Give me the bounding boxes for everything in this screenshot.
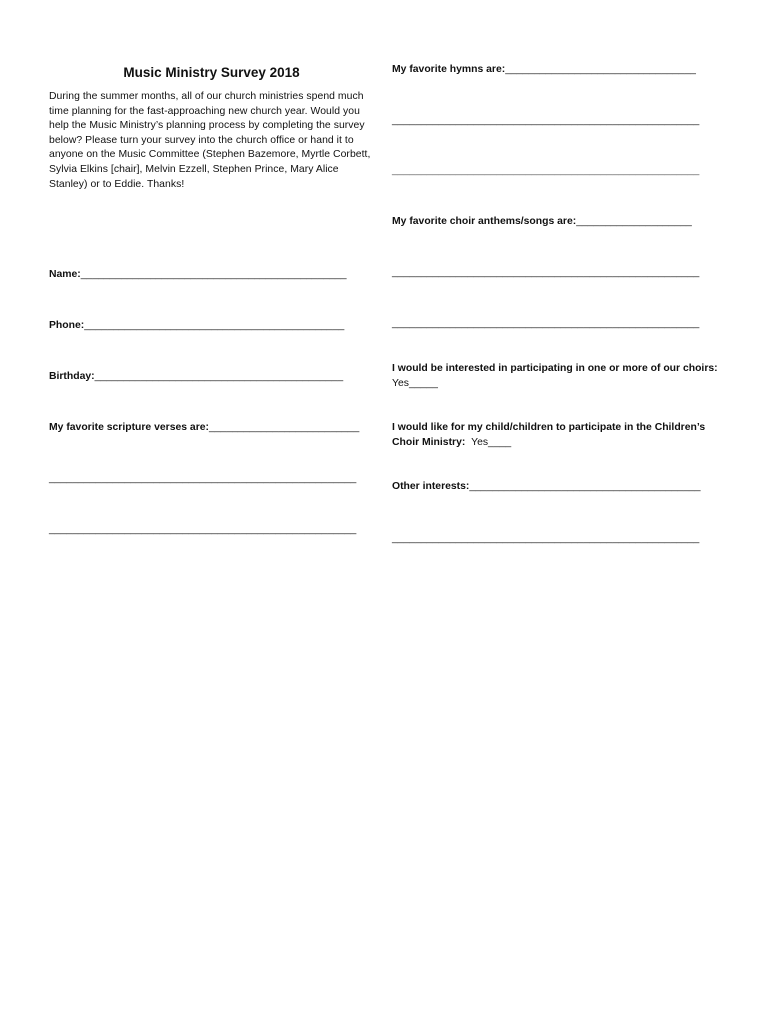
- hymns-extra-line-1: _____________________________________________________: [392, 115, 700, 126]
- name-label: Name:: [49, 269, 81, 280]
- other-interests-extra-line: _____________________________________________________: [392, 533, 700, 544]
- phone-blank-line: _____________________________________________: [84, 320, 345, 331]
- choirs-interest-question: [392, 361, 722, 391]
- other-interests-label: Other interests:: [392, 481, 470, 492]
- name-blank-line: ______________________________________________: [80, 269, 347, 280]
- name-field: [49, 269, 347, 280]
- survey-intro-paragraph: During the summer months, all of our church ministries spend much time planning for the fast-approaching new church year. Would you help the Music Ministry’s planning process by completing the survey below? Please turn your survey into the church office or hand it to anyone on the Music Committee (Stephen Bazemore, Myrtle Corbett, Sylvia Elkins [chair], Melvin Ezzell, Stephen Prince, Mary Alice Stanley) or to Eddie. Thanks!: [49, 91, 371, 190]
- anthems-field: [392, 216, 692, 227]
- choirs-interest-text: I would be interested in participating in one or more of our choirs:: [392, 363, 718, 374]
- hymns-field: [392, 64, 696, 75]
- childrens-choir-text: I would like for my child/children to participate in the Children’s Choir Ministry:: [392, 422, 706, 448]
- scripture-blank-line: __________________________: [208, 422, 360, 433]
- childrens-choir-yes-blank: Yes____: [471, 437, 512, 448]
- hymns-label: My favorite hymns are:: [392, 64, 506, 75]
- childrens-choir-question: [392, 420, 722, 450]
- survey-title: Music Ministry Survey 2018: [123, 65, 300, 80]
- birthday-label: Birthday:: [49, 371, 95, 382]
- anthems-label: My favorite choir anthems/songs are:: [392, 216, 577, 227]
- hymns-blank-line: _________________________________: [505, 64, 696, 75]
- phone-label: Phone:: [49, 320, 85, 331]
- choirs-yes-blank: Yes_____: [392, 378, 438, 389]
- other-interests-field: [392, 481, 701, 492]
- birthday-field: [49, 371, 343, 382]
- birthday-blank-line: ___________________________________________: [94, 371, 344, 382]
- anthems-extra-line-2: _____________________________________________________: [392, 318, 700, 329]
- phone-field: [49, 320, 344, 331]
- hymns-extra-line-2: _____________________________________________________: [392, 165, 700, 176]
- scripture-field: [49, 422, 359, 433]
- scripture-extra-line-1: _____________________________________________________: [49, 473, 357, 484]
- scripture-extra-line-2: _____________________________________________________: [49, 524, 357, 535]
- anthems-blank-line: ____________________: [576, 216, 692, 227]
- other-interests-blank-line: ________________________________________: [469, 481, 701, 492]
- scripture-label: My favorite scripture verses are:: [49, 422, 209, 433]
- anthems-extra-line-1: _____________________________________________________: [392, 267, 700, 278]
